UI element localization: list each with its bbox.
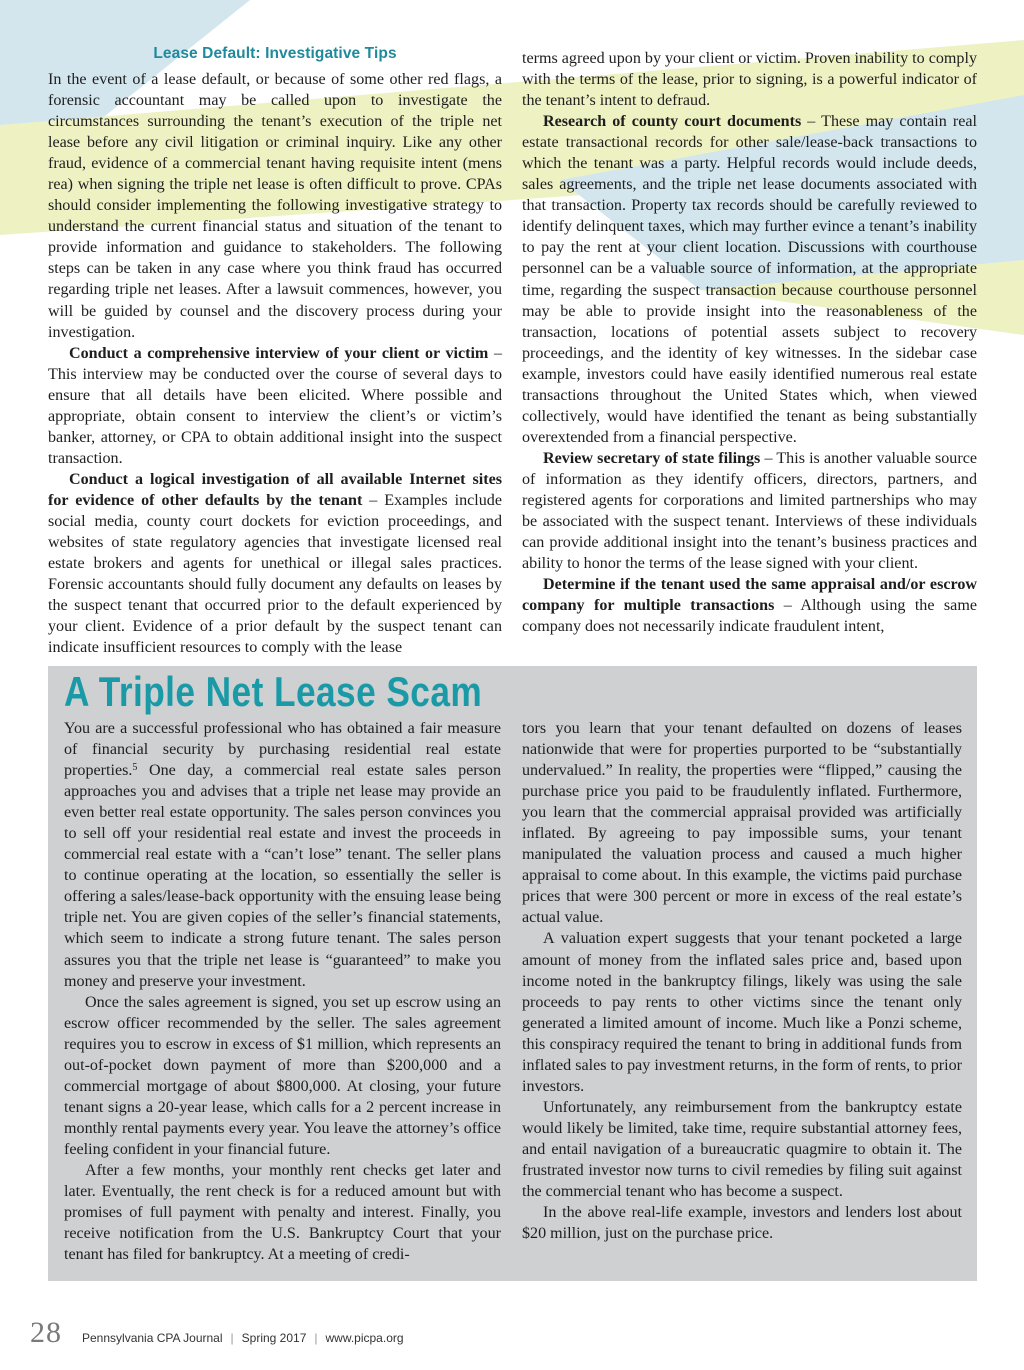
issue-date: Spring 2017 — [241, 1331, 307, 1345]
page-number: 28 — [30, 1316, 62, 1349]
page-footer — [30, 1316, 404, 1349]
paragraph-text: terms agreed upon by your client or victim. Proven inability to comply with the terms of the lease, prior to signing, is a powerful indicator of the tenant’s intent to defraud. — [522, 50, 978, 110]
paragraph-lead: Conduct a comprehensive interview of your client or victim — [69, 344, 489, 362]
paragraph-text: You are a successful professional who has obtained a fair measure of financial security by purchasing residential real estate properties. — [64, 720, 501, 780]
section-heading: Lease Default: Investigative Tips — [153, 45, 397, 62]
article-paragraph — [522, 111, 977, 448]
paragraph-text: A valuation expert suggests that your tenant pocketed a large amount of money from the inflated sales price and, based upon income noted in the bankruptcy filings, likely was using the sale proceeds to pay rents to other victims since the tenant only generated a limited amount of income. Much like a Ponzi scheme, this conspiracy required the tenant to bring in additional funds from inflated sales to pay investment returns, in the form of rents, to prior investors. — [522, 930, 962, 1095]
paragraph-text: – This is another valuable source of information as they identify officers, directors, partners, and registered agents for corporations and limited partnerships who may be associated with the suspect tenant. Interviews of these individuals can provide additional insight into the tenant’s business practices and ability to honor the terms of the lease signed with your client. — [522, 449, 977, 573]
paragraph-text: In the above real-life example, investors and lenders lost about $20 million, just on the purchase price. — [522, 1204, 962, 1243]
paragraph-text: – These may contain real estate transactional records for other sale/lease-back transactions to which the tenant was a party. Helpful records would include deeds, sales agreements, and the triple net lease documents associated with that transaction. Property tax records should be carefully reviewed to identify delinquent taxes, which may further evince a tenant’s inability to pay the rent at your client location. Discussions with courthouse personnel can be a valuable source of information, at the appropriate time, regarding the suspect transaction because courthouse personnel may be able to provide insight into the reasonableness of the transaction, locations of potential assets subject to recovery proceedings, and the identity of key witnesses. In the sidebar case example, investors could have easily identified numerous real estate transactions throughout the United States which, when viewed collectively, would have identified the tenant as being substantially overextended from a financial perspective. — [522, 113, 977, 446]
paragraph-lead: Review secretary of state filings — [543, 449, 761, 467]
paragraph-text: tors you learn that your tenant defaulted on dozens of leases nationwide that were for properties purported to be “substantially undervalued.” In reality, the properties were “flipped,” causing the purchase price you paid to be fraudulently inflated. Furthermore, you learn that the commercial appraisal provided was artificially inflated. By agreeing to pay impossible sums, your tenant manipulated the valuation process and caused a much higher appraisal to come about. In this example, the victims paid purchase prices that were 300 percent or more in excess of the real estate’s actual value. — [522, 720, 962, 927]
sidebar-box — [48, 666, 977, 1281]
paragraph-text: After a few months, your monthly rent checks get later and later. Eventually, the rent check is for a reduced amount but with promises of full payment with penalty and interest. Finally, you receive notification from the U.S. Bankruptcy Court that your tenant has filed for bankruptcy. At a meeting of credi- — [64, 1161, 501, 1264]
article-paragraph — [48, 69, 502, 343]
publication-name: Pennsylvania CPA Journal — [82, 1331, 223, 1345]
paragraph-lead: Conduct a logical investigation of all available Internet sites for evidence of other defaults by the tenant — [48, 470, 502, 509]
article-paragraph — [522, 448, 977, 574]
footer-separator: | — [230, 1331, 234, 1345]
article-column-right — [522, 48, 977, 637]
sidebar-column-left — [64, 718, 501, 1265]
article-column-left — [48, 69, 502, 658]
sidebar-title: A Triple Net Lease Scam — [64, 668, 483, 715]
paragraph-text: Once the sales agreement is signed, you set up escrow using an escrow officer recommended by the seller. The sales agreement requires you to escrow in excess of $1 million, which represents an out-of-pocket down payment of more than $200,000 and a commercial mortgage of about $800,000. At closing, your future tenant signs a 20-year lease, which calls for a 2 percent increase in monthly rental payments every year. You leave the attorney’s office feeling confident in your financial future. — [64, 993, 501, 1158]
paragraph-text: One day, a commercial real estate sales person approaches you and advises that a triple net lease may provide an even better real estate opportunity. The sales person convinces you to sell off your residential real estate and invest the proceeds in commercial real estate with a “can’t lose” tenant. The seller plans to continue operating at the location, so essentially the seller is offering a sales/lease-back opportunity with the ensuing lease being triple net. You are given copies of the seller’s financial statements, which seem to indicate a strong future tenant. The sales person assures you that the triple net lease is “guaranteed” to make you money and preserve your investment. — [64, 762, 501, 990]
sidebar-column-right — [522, 718, 962, 1244]
paragraph-text: In the event of a lease default, or because of some other red flags, a forensic accountant may be called upon to investigate the circumstances surrounding the tenant’s execution of the triple net lease before any civil litigation or criminal inquiry. Like any other fraud, evidence of a commercial tenant having requisite intent (mens rea) when signing the triple net lease is often difficult to prove. CPAs should consider implementing the following investigative strategy to understand the current financial status and situation of the tenant to provide information and guidance to stakeholders. The following steps can be taken in any case where you think fraud has occurred regarding triple net leases. After a lawsuit commences, however, you will be guided by counsel and the discovery process during your investigation. — [48, 71, 502, 341]
sidebar-paragraph — [522, 1202, 962, 1244]
website-link[interactable]: www.picpa.org — [325, 1331, 404, 1345]
sidebar-paragraph — [522, 1097, 962, 1202]
sidebar-paragraph — [64, 1160, 501, 1265]
article-paragraph — [522, 574, 977, 637]
paragraph-text: – Although using the same company does not necessarily indicate fraudulent intent, — [522, 597, 977, 636]
footer-separator: | — [314, 1331, 318, 1345]
paragraph-lead: Research of county court documents — [543, 113, 802, 131]
paragraph-lead: Determine if the tenant used the same appraisal and/or escrow company for multiple transactions — [522, 576, 977, 615]
sidebar-paragraph — [522, 718, 962, 928]
article-paragraph — [48, 469, 502, 658]
footnote-ref[interactable]: 5 — [132, 762, 138, 774]
sidebar-paragraph — [64, 718, 501, 992]
article-paragraph — [522, 48, 977, 111]
article-paragraph — [48, 343, 502, 469]
paragraph-text: – Examples include social media, county court dockets for eviction proceedings, and websites of state regulatory agencies that investigate licensed real estate brokers and agents for unethical or illegal sales practices. Forensic accountants should fully document any defaults on leases by the suspect tenant that occurred prior to the default experienced by your client. Evidence of a prior default by the suspect tenant can indicate insufficient resources to comply with the lease — [48, 491, 502, 657]
sidebar-paragraph — [522, 928, 962, 1096]
paragraph-text: Unfortunately, any reimbursement from the bankruptcy estate would likely be limited, take time, require substantial attorney fees, and entail navigation of a bureaucratic quagmire to obtain it. The frustrated investor now turns to civil remedies by filing suit against the commercial tenant who has become a suspect. — [522, 1098, 962, 1201]
paragraph-text: – This interview may be conducted over the course of several days to ensure that all details have been elicited. Where possible and appropriate, obtain consent to interview the client’s or victim’s banker, attorney, or CPA to obtain additional insight into the suspect transaction. — [48, 344, 502, 467]
sidebar-paragraph — [64, 992, 501, 1160]
